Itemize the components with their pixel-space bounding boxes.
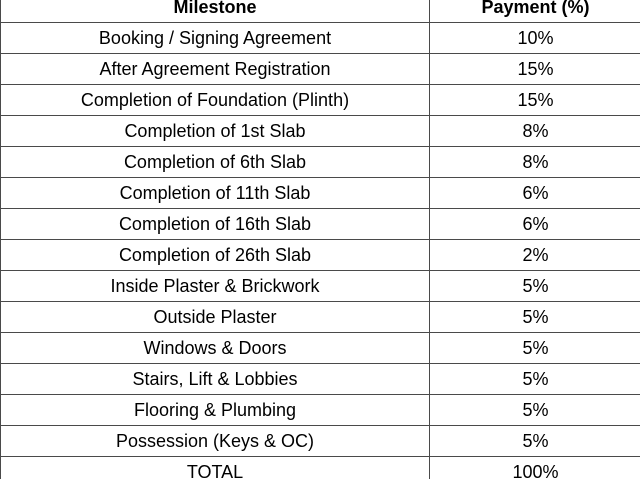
payment-cell: 8% [430, 147, 640, 178]
payment-header: Payment (%) [430, 0, 640, 23]
payment-cell: 6% [430, 178, 640, 209]
milestone-cell: Possession (Keys & OC) [1, 426, 430, 457]
milestone-cell: Completion of Foundation (Plinth) [1, 85, 430, 116]
milestone-cell: Stairs, Lift & Lobbies [1, 364, 430, 395]
header-row [1, 0, 640, 23]
milestone-cell: Windows & Doors [1, 333, 430, 364]
table-row [1, 426, 640, 457]
table-row [1, 364, 640, 395]
payment-cell: 15% [430, 85, 640, 116]
table-row [1, 116, 640, 147]
milestone-cell: After Agreement Registration [1, 54, 430, 85]
table-row [1, 178, 640, 209]
table-row [1, 85, 640, 116]
table-row [1, 271, 640, 302]
milestone-cell: Completion of 11th Slab [1, 178, 430, 209]
total-label: TOTAL [1, 457, 430, 479]
milestone-cell: Completion of 1st Slab [1, 116, 430, 147]
milestone-header: Milestone [1, 0, 430, 23]
table-row [1, 54, 640, 85]
table-row [1, 302, 640, 333]
payment-cell: 5% [430, 395, 640, 426]
payment-cell: 5% [430, 271, 640, 302]
table-row [1, 395, 640, 426]
milestone-cell: Inside Plaster & Brickwork [1, 271, 430, 302]
payment-cell: 5% [430, 426, 640, 457]
payment-cell: 5% [430, 364, 640, 395]
payment-cell: 5% [430, 333, 640, 364]
table-row [1, 240, 640, 271]
table-row [1, 147, 640, 178]
milestone-cell: Booking / Signing Agreement [1, 23, 430, 54]
payment-cell: 6% [430, 209, 640, 240]
milestone-cell: Completion of 16th Slab [1, 209, 430, 240]
milestone-cell: Outside Plaster [1, 302, 430, 333]
payment-cell: 8% [430, 116, 640, 147]
payment-cell: 2% [430, 240, 640, 271]
total-value: 100% [430, 457, 640, 479]
payment-cell: 15% [430, 54, 640, 85]
milestone-cell: Flooring & Plumbing [1, 395, 430, 426]
milestone-cell: Completion of 26th Slab [1, 240, 430, 271]
milestone-cell: Completion of 6th Slab [1, 147, 430, 178]
total-row [1, 457, 640, 479]
payment-cell: 5% [430, 302, 640, 333]
payment-cell: 10% [430, 23, 640, 54]
table-row [1, 333, 640, 364]
table-row [1, 23, 640, 54]
table-row [1, 209, 640, 240]
